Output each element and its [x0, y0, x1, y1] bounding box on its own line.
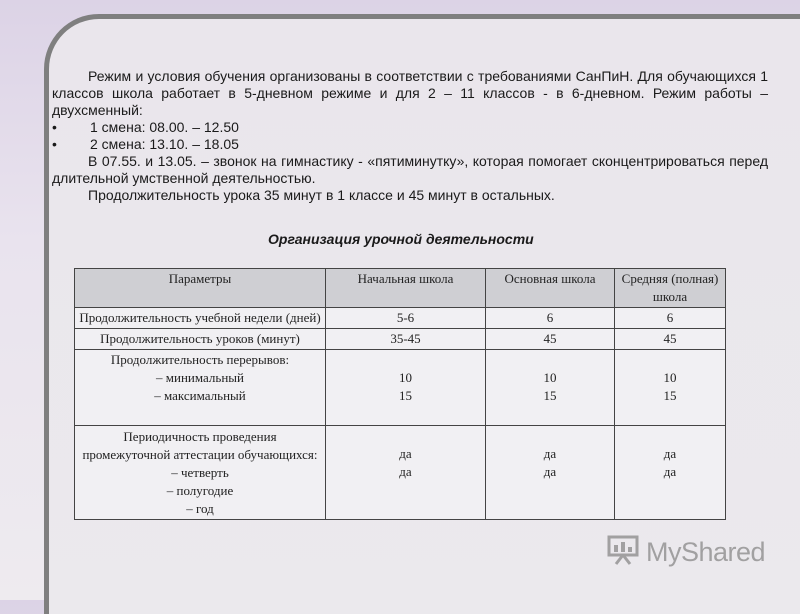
value-line: 45 [543, 331, 557, 346]
param-cell [75, 308, 326, 329]
value-cell [326, 350, 486, 426]
bullet-text: 1 смена: 08.00. – 12.50 [90, 119, 239, 135]
value-line: 10 [663, 370, 677, 385]
param-line: – минимальный [156, 370, 244, 385]
header-parameters: Параметры [75, 269, 326, 308]
value-line: 10 [543, 370, 557, 385]
value-line: 15 [543, 388, 557, 403]
table-row [75, 329, 726, 350]
watermark-text: MyShared [646, 537, 766, 567]
value-cell [486, 426, 615, 520]
value-line: 6 [666, 310, 674, 325]
value-cell [615, 426, 726, 520]
spacer [489, 351, 611, 369]
value-cell [615, 308, 726, 329]
bullet-item [52, 136, 768, 153]
bullet-item [52, 119, 768, 136]
watermark [606, 535, 765, 570]
value-line: 6 [546, 310, 554, 325]
value-line: да [663, 464, 677, 479]
value-line: 35-45 [390, 331, 421, 346]
bullet-icon: • [52, 119, 57, 135]
presentation-board-icon [606, 535, 640, 570]
intro-paragraph-1: Режим и условия обучения организованы в соответствии с требованиями СанПиН. Для обучающихся 1 классов школа работает в 5-дневном режиме и для 2 – 11 классов - в 6-дневном. Режим работы – двухсменный: [52, 68, 768, 118]
value-cell [326, 329, 486, 350]
param-line: Периодичность проведения промежуточной аттестации обучающихся: [82, 429, 318, 462]
value-line: да [663, 446, 677, 461]
bullet-icon: • [52, 136, 57, 152]
value-cell [486, 329, 615, 350]
value-line: да [543, 446, 557, 461]
value-cell [486, 350, 615, 426]
table-title: Организация урочной деятельности [268, 231, 534, 247]
spacer [489, 427, 611, 445]
header-secondary-school: Средняя (полная) школа [615, 269, 726, 308]
spacer [329, 351, 482, 369]
table-header-row [75, 269, 726, 308]
header-primary-school: Начальная школа [326, 269, 486, 308]
parameters-table [74, 268, 726, 520]
spacer [618, 351, 722, 369]
table-row [75, 350, 726, 426]
param-line: Продолжительность уроков (минут) [100, 331, 300, 346]
param-line: Продолжительность перерывов: [110, 352, 290, 367]
value-cell [615, 329, 726, 350]
param-line: – четверть [171, 465, 229, 480]
value-line: 45 [663, 331, 677, 346]
param-line: – год [186, 501, 214, 516]
spacer [329, 427, 482, 445]
value-line: да [399, 446, 412, 461]
table-row [75, 426, 726, 520]
param-line: – максимальный [154, 388, 246, 403]
intro-paragraph-3: Продолжительность урока 35 минут в 1 классе и 45 минут в остальных. [88, 187, 555, 203]
value-cell [326, 308, 486, 329]
value-line: 10 [399, 370, 412, 385]
param-line: Продолжительность учебной недели (дней) [79, 310, 321, 325]
spacer [618, 427, 722, 445]
param-cell [75, 426, 326, 520]
bullet-text: 2 смена: 13.10. – 18.05 [90, 136, 239, 152]
value-cell [326, 426, 486, 520]
intro-text [52, 68, 768, 204]
value-line: да [543, 464, 557, 479]
value-line: да [399, 464, 412, 479]
value-cell [486, 308, 615, 329]
header-basic-school: Основная школа [486, 269, 615, 308]
intro-paragraph-2: В 07.55. и 13.05. – звонок на гимнастику - «пятиминутку», которая помогает сконцентрироваться перед длительной умственной деятельностью. [52, 153, 768, 186]
table-row [75, 308, 726, 329]
param-cell [75, 329, 326, 350]
param-cell [75, 350, 326, 426]
value-line: 15 [663, 388, 677, 403]
value-line: 5-6 [396, 310, 415, 325]
value-cell [615, 350, 726, 426]
value-line: 15 [399, 388, 412, 403]
param-line: – полугодие [166, 483, 234, 498]
